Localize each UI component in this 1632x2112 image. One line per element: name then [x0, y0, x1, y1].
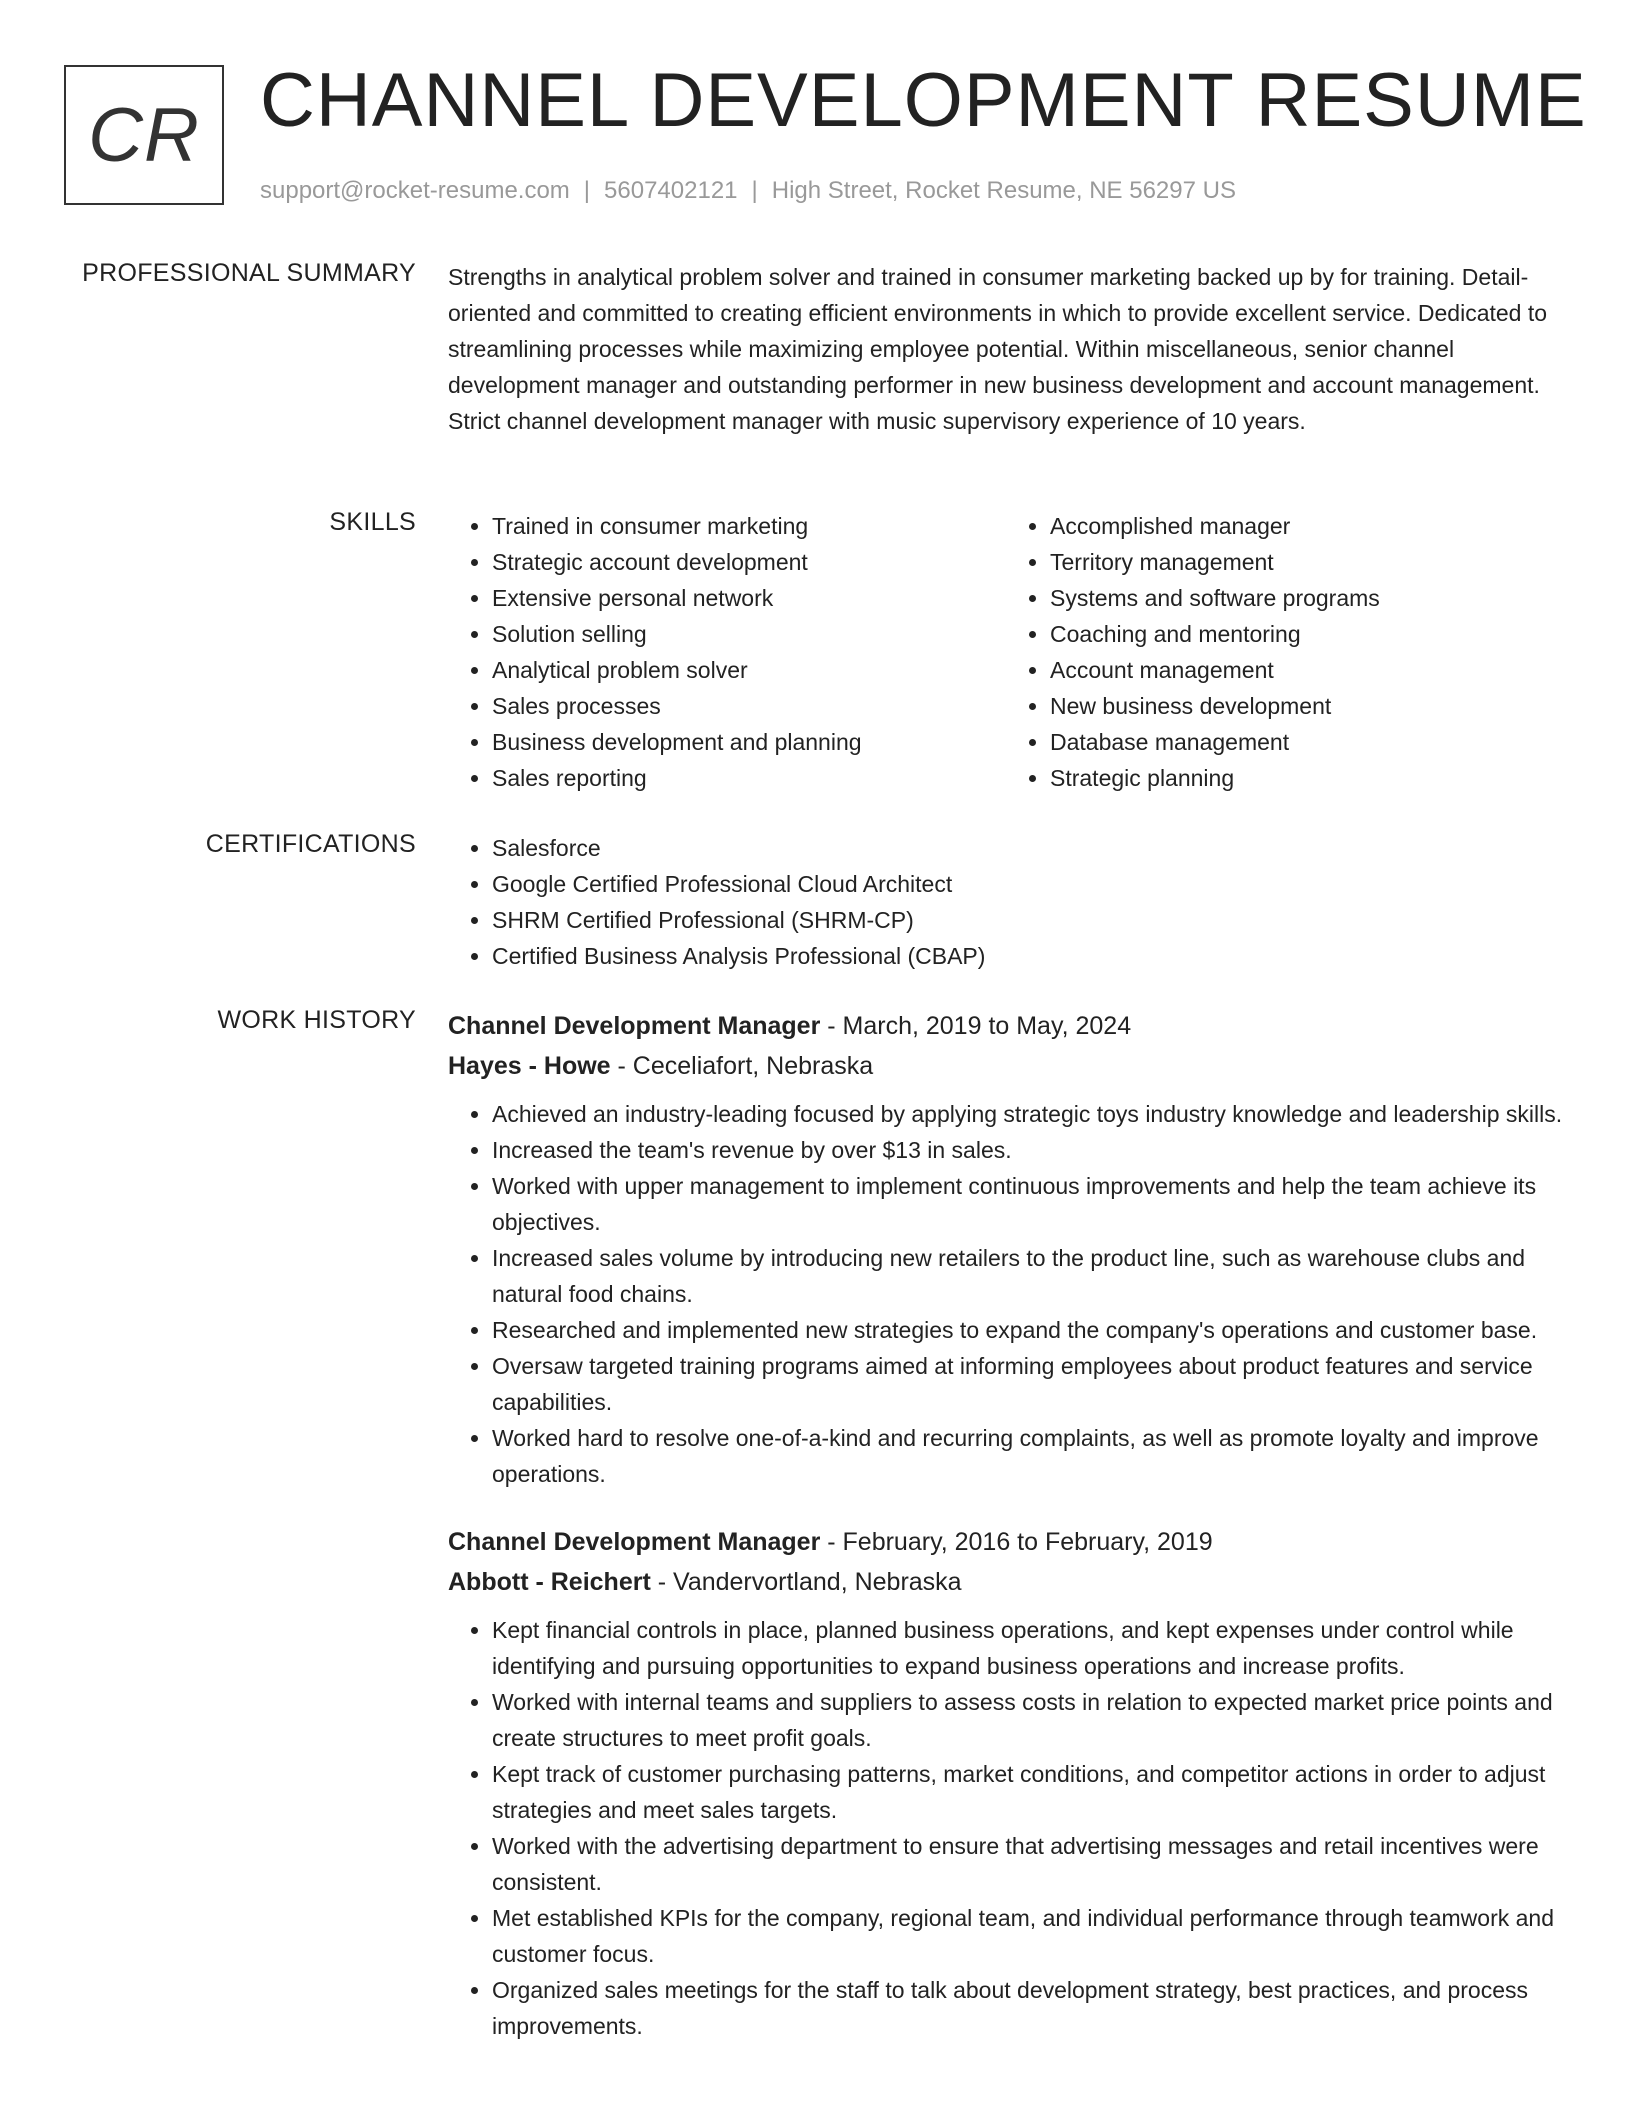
- job-bullet: • Achieved an industry-leading focused by applying strategic toys industry knowledge and leadership skills.: [492, 1096, 1564, 1132]
- job-company: Hayes - Howe: [448, 1052, 611, 1080]
- job-bullet: • Oversaw targeted training programs aimed at informing employees about product features and service capabilities.: [492, 1348, 1564, 1420]
- certification-item: • Salesforce: [492, 830, 1564, 866]
- certification-item: • Certified Business Analysis Professional (CBAP): [492, 938, 1564, 974]
- contact-address: High Street, Rocket Resume, NE 56297 US: [771, 177, 1236, 204]
- skill-item: • Strategic planning: [1050, 760, 1564, 796]
- job-entry: [448, 1522, 1564, 2044]
- skill-item: • Sales processes: [492, 688, 1006, 724]
- skill-item: • Strategic account development: [492, 544, 1006, 580]
- skill-item: • Accomplished manager: [1050, 508, 1564, 544]
- skill-item: • Extensive personal network: [492, 580, 1006, 616]
- job-company: Abbott - Reichert: [448, 1568, 651, 1596]
- job-bullet: • Worked with upper management to implement continuous improvements and help the team achieve its objectives.: [492, 1168, 1564, 1240]
- skill-item: • Analytical problem solver: [492, 652, 1006, 688]
- certification-item: • Google Certified Professional Cloud Architect: [492, 866, 1564, 902]
- job-location: - Vandervortland, Nebraska: [650, 1568, 962, 1596]
- job-bullet: • Kept financial controls in place, planned business operations, and kept expenses under control while identifying and pursuing opportunities to expand business operations and increase profits.: [492, 1612, 1564, 1684]
- skill-item: • Coaching and mentoring: [1050, 616, 1564, 652]
- contact-email: support@rocket-resume.com: [260, 177, 570, 204]
- certification-item: • SHRM Certified Professional (SHRM-CP): [492, 902, 1564, 938]
- job-bullet: • Kept track of customer purchasing patterns, market conditions, and competitor actions in order to adjust strategies and meet sales targets.: [492, 1756, 1564, 1828]
- job-title: Channel Development Manager: [448, 1012, 821, 1040]
- skill-item: • Trained in consumer marketing: [492, 508, 1006, 544]
- skill-item: • Systems and software programs: [1050, 580, 1564, 616]
- resume-title: CHANNEL DEVELOPMENT RESUME: [260, 58, 1587, 143]
- contact-separator: |: [751, 177, 758, 204]
- skills-column-right: [1006, 508, 1564, 796]
- job-bullet: • Increased sales volume by introducing new retailers to the product line, such as warehouse clubs and natural food chains.: [492, 1240, 1564, 1312]
- job-bullet: • Researched and implemented new strategies to expand the company's operations and customer base.: [492, 1312, 1564, 1348]
- summary-heading: PROFESSIONAL SUMMARY: [82, 259, 416, 287]
- job-title-line: [448, 1006, 1564, 1046]
- job-bullet: • Worked with internal teams and suppliers to assess costs in relation to expected market price points and create structures to meet profit goals.: [492, 1684, 1564, 1756]
- job-title: Channel Development Manager: [448, 1528, 821, 1556]
- contact-separator: |: [583, 177, 591, 204]
- job-bullets: [448, 1612, 1564, 2044]
- skill-item: • Database management: [1050, 724, 1564, 760]
- certifications-list: [448, 830, 1564, 974]
- job-title-line: [448, 1522, 1564, 1562]
- job-bullet: • Organized sales meetings for the staff to talk about development strategy, best practices, and process improvements.: [492, 1972, 1564, 2044]
- job-bullet: • Met established KPIs for the company, regional team, and individual performance through teamwork and customer focus.: [492, 1900, 1564, 1972]
- skills-heading: SKILLS: [329, 508, 416, 536]
- job-bullet: • Worked hard to resolve one-of-a-kind and recurring complaints, as well as promote loyalty and improve operations.: [492, 1420, 1564, 1492]
- monogram-badge: [64, 65, 224, 205]
- work-history-body: [448, 1006, 1564, 2044]
- job-bullets: [448, 1096, 1564, 1492]
- skill-item: • Territory management: [1050, 544, 1564, 580]
- skills-list: [448, 508, 1564, 796]
- skill-item: • Business development and planning: [492, 724, 1006, 760]
- contact-phone: 5607402121: [604, 177, 738, 204]
- skill-item: • Account management: [1050, 652, 1564, 688]
- skill-item: • Sales reporting: [492, 760, 1006, 796]
- contact-line: [260, 177, 1236, 205]
- work-history-heading: WORK HISTORY: [217, 1006, 416, 1034]
- job-company-line: [448, 1046, 1564, 1086]
- job-location: - Ceceliafort, Nebraska: [610, 1052, 874, 1080]
- job-entry: [448, 1006, 1564, 1492]
- summary-text: Strengths in analytical problem solver and trained in consumer marketing backed up by for training. Detail-oriented and committed to creating efficient environments in which to provide excellent service. Dedicated to streamlining processes while maximizing employee potential. Within miscellaneous, senior channel development manager and outstanding performer in new business development and account management. Strict channel development manager with music supervisory experience of 10 years.: [448, 264, 1548, 434]
- monogram-text: CR: [88, 92, 200, 178]
- resume-header: [64, 58, 1587, 210]
- skills-column-left: [448, 508, 1006, 796]
- job-bullet: • Increased the team's revenue by over $13 in sales.: [492, 1132, 1564, 1168]
- skill-item: • Solution selling: [492, 616, 1006, 652]
- skill-item: • New business development: [1050, 688, 1564, 724]
- job-company-line: [448, 1562, 1564, 1602]
- job-dates: - March, 2019 to May, 2024: [820, 1012, 1132, 1040]
- job-bullet: • Worked with the advertising department to ensure that advertising messages and retail incentives were consistent.: [492, 1828, 1564, 1900]
- job-dates: - February, 2016 to February, 2019: [820, 1528, 1213, 1556]
- certifications-heading: CERTIFICATIONS: [205, 830, 416, 858]
